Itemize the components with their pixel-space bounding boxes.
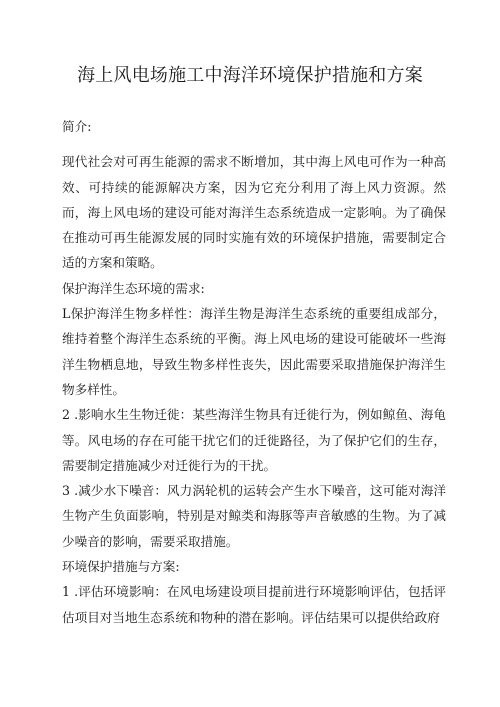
need-item-1: L保护海洋生物多样性：海洋生物是海洋生态系统的重要组成部分，维持着整个海洋生态系统的平衡。海上风电场的建设可能破坏一些海洋生物栖息地，导致生物多样性丧失，因此需要采取措施保护海洋生物多样性。 [62, 306, 446, 397]
intro-heading: 简介: [62, 119, 92, 134]
need-item-2: 2 .影响水生生物迁徙：某些海洋生物具有迁徙行为，例如鲸鱼、海龟等。风电场的存在可能干扰它们的迁徙路径，为了保护它们的生存，需要制定措施减少对迁徙行为的干扰。 [62, 407, 446, 473]
measures-heading: 环境保护措施与方案: [62, 559, 180, 575]
needs-heading: 保护海洋生态环境的需求: [62, 280, 205, 296]
document-body [62, 114, 446, 630]
need-item-3: 3 .减少水下噪音：风力涡轮机的运转会产生水下噪音，这可能对海洋生物产生负面影响，特别是对鲸类和海豚等声音敏感的生物。为了减少噪音的影响，需要采取措施。 [62, 483, 446, 549]
document-title: 海上风电场施工中海洋环境保护措施和方案 [77, 65, 423, 86]
intro-paragraph: 现代社会对可再生能源的需求不断增加，其中海上风电可作为一种高效、可持续的能源解决方案，因为它充分利用了海上风力资源。然而，海上风电场的建设可能对海洋生态系统造成一定影响。为了确保在推动可再生能源发展的同时实施有效的环境保护措施，需要制定合适的方案和策略。 [62, 154, 446, 271]
measure-item-1: 1 .评估环境影响：在风电场建设项目提前进行环境影响评估，包括评估项目对当地生态系统和物种的潜在影响。评估结果可以提供给政府 [62, 584, 446, 625]
